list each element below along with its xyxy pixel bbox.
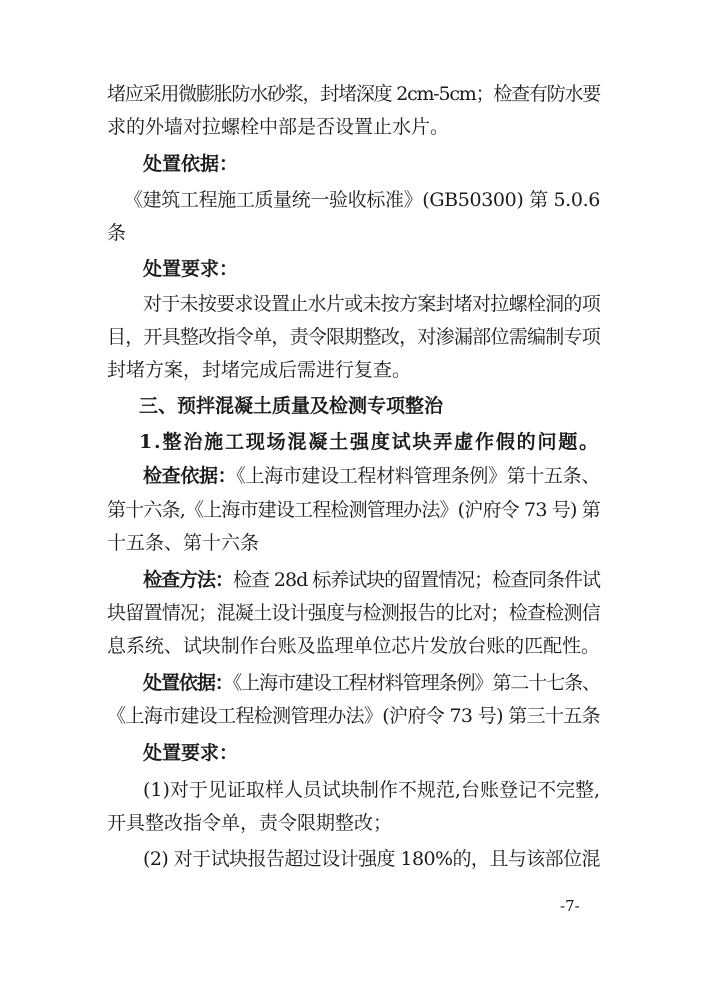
- body-text-segment: 《上海市建设工程检测管理办法》(沪府令 73 号) 第三十五条: [107, 705, 600, 727]
- body-text-segment: 开具整改指令单，责令限期整改；: [107, 812, 393, 834]
- page-number: -7-: [560, 897, 580, 915]
- body-text-segment: (2) 对于试块报告超过设计强度 180%的，且与该部位混: [143, 848, 600, 870]
- text-line: [107, 702, 707, 730]
- text-line: [107, 113, 707, 141]
- bold-heading-text: 处置要求：: [143, 258, 239, 280]
- body-text-segment: 块留置情况；混凝土设计强度与检测报告的比对；检查检测信: [107, 602, 600, 624]
- text-line: [107, 219, 707, 247]
- text-line: [107, 496, 707, 524]
- text-line: [143, 739, 707, 767]
- body-text-segment: 条: [107, 222, 127, 244]
- text-line: [143, 150, 707, 178]
- text-line: [107, 80, 707, 108]
- text-line: [143, 776, 707, 804]
- text-line: [107, 356, 707, 384]
- text-line: [143, 566, 707, 594]
- text-line: [143, 845, 707, 873]
- text-line: [124, 186, 707, 214]
- body-text-segment: 《上海市建设工程材料管理条例》第二十七条、: [232, 672, 600, 694]
- text-line: [139, 392, 707, 420]
- text-line: [107, 809, 707, 837]
- bold-heading-text: 检查依据：: [143, 465, 237, 487]
- bold-heading-text: 三、预拌混凝土质量及检测专项整治: [139, 395, 444, 417]
- text-line: [107, 632, 707, 660]
- body-text-segment: 求的外墙对拉螺栓中部是否设置止水片。: [107, 116, 450, 138]
- body-text-segment: 第十六条,《上海市建设工程检测管理办法》(沪府令 73 号) 第: [107, 499, 600, 521]
- body-text-segment: 《建筑工程施工质量统一验收标准》(GB50300) 第 5.0.6: [124, 189, 600, 211]
- bold-heading-text: 检查方法：: [143, 569, 233, 591]
- text-line: [107, 323, 707, 351]
- body-text-segment: 检查 28d 标养试块的留置情况；检查同条件试: [232, 569, 600, 591]
- text-line: [107, 599, 707, 627]
- body-text-segment: 堵应采用微膨胀防水砂浆，封堵深度 2cm-5cm；检查有防水要: [107, 83, 601, 105]
- text-line: [107, 529, 707, 557]
- body-text-segment: 十五条、第十六条: [107, 532, 260, 554]
- text-line: [143, 462, 707, 490]
- body-text-segment: 息系统、试块制作台账及监理单位芯片发放台账的匹配性。: [107, 635, 600, 657]
- bold-heading-text: 处置要求：: [143, 742, 239, 764]
- body-text-segment: 目，开具整改指令单，责令限期整改，对渗漏部位需编制专项: [107, 326, 600, 348]
- body-text-segment: 封堵方案，封堵完成后需进行复查。: [107, 359, 412, 381]
- text-line: [143, 255, 707, 283]
- body-text-segment: 《上海市建设工程材料管理条例》第十五条、: [236, 465, 600, 487]
- text-line: [143, 669, 707, 697]
- text-line: [143, 290, 707, 318]
- text-line: [139, 428, 707, 456]
- body-text-segment: (1)对于见证取样人员试块制作不规范,台账登记不完整,: [143, 779, 600, 801]
- bold-heading-text: 1.整治施工现场混凝土强度试块弄虚作假的问题。: [139, 431, 600, 453]
- bold-heading-text: 处置依据：: [143, 153, 239, 175]
- body-text-segment: 对于未按要求设置止水片或未按方案封堵对拉螺栓洞的项: [143, 293, 600, 315]
- bold-heading-text: 处置依据：: [143, 672, 233, 694]
